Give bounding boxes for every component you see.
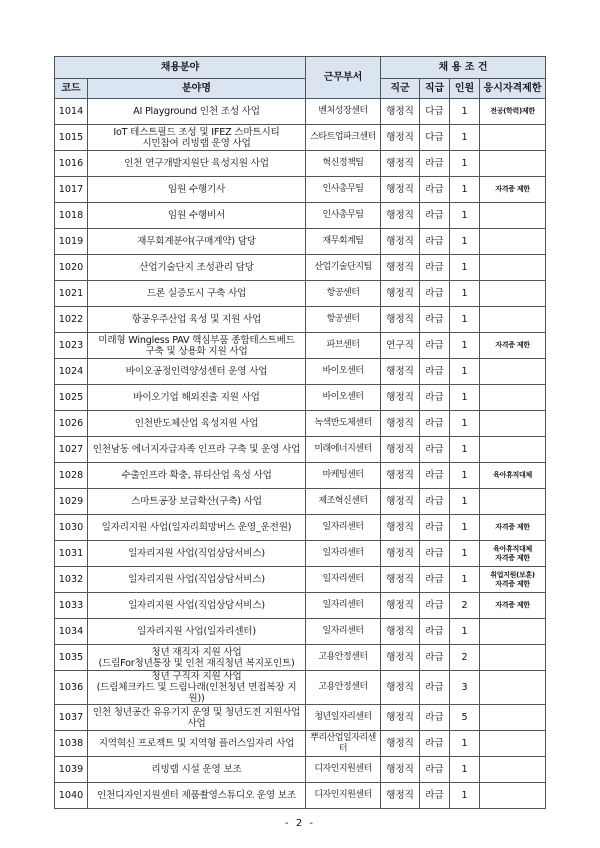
row-field-name [88, 203, 306, 229]
row-field-name [88, 515, 306, 541]
row-field-name [88, 281, 306, 307]
row-job-type: 행정직 [381, 757, 420, 783]
row-job-type: 행정직 [381, 255, 420, 281]
row-grade: 라급 [420, 307, 450, 333]
row-code: 1029 [55, 489, 88, 515]
field-name-line: 수출인프라 확충, 뷰티산업 육성 사업 [121, 470, 272, 481]
row-restriction [480, 411, 546, 437]
row-department: 뿌리산업일자리센터 [306, 731, 381, 757]
restriction-line: 자격증 제한 [495, 185, 530, 193]
field-name-line: (드림체크카드 및 드림나래(인천청년 면접복장 지원)) [96, 682, 297, 704]
table-row [55, 307, 546, 333]
row-job-type: 행정직 [381, 645, 420, 671]
field-name-line: 인천남동 에너지자급자족 인프라 구축 및 운영 사업 [92, 444, 301, 455]
field-name-line: (드림For청년통장 및 인천 재직청년 복지포인트) [98, 657, 295, 669]
row-field-name [88, 463, 306, 489]
row-grade: 라급 [420, 619, 450, 645]
row-department: 항공센터 [306, 307, 381, 333]
row-grade: 라급 [420, 281, 450, 307]
header-headcount: 인원 [450, 79, 480, 99]
row-department: 디자인지원센터 [306, 783, 381, 809]
row-grade: 라급 [420, 255, 450, 281]
row-field-name [88, 671, 306, 705]
field-name-line: 산업기술단지 조성관리 담당 [139, 262, 254, 273]
row-job-type: 행정직 [381, 567, 420, 593]
restriction-line: 육아휴직대체 [493, 471, 532, 479]
header-field-name: 분야명 [88, 79, 306, 99]
field-name-line: AI Playground 인천 조성 사업 [133, 106, 260, 117]
table-row [55, 255, 546, 281]
table-row [55, 645, 546, 671]
row-field-name [88, 619, 306, 645]
row-department: 녹색반도체센터 [306, 411, 381, 437]
row-job-type: 행정직 [381, 463, 420, 489]
row-headcount: 1 [450, 437, 480, 463]
field-name-line: 구축 및 상용화 지원 사업 [145, 345, 248, 357]
row-department: 혁신정책팀 [306, 151, 381, 177]
row-code: 1020 [55, 255, 88, 281]
row-headcount: 1 [450, 125, 480, 151]
field-name-line: 항공우주산업 육성 및 지원 사업 [131, 314, 262, 325]
recruitment-table [54, 56, 546, 809]
row-field-name [88, 255, 306, 281]
row-restriction [480, 359, 546, 385]
row-job-type: 행정직 [381, 593, 420, 619]
row-job-type: 행정직 [381, 281, 420, 307]
field-name-line: 일자리지원 사업(직업상담서비스) [128, 574, 265, 585]
row-department: 항공센터 [306, 281, 381, 307]
row-code: 1022 [55, 307, 88, 333]
row-grade: 라급 [420, 783, 450, 809]
row-headcount: 1 [450, 255, 480, 281]
row-restriction [480, 281, 546, 307]
table-row [55, 515, 546, 541]
row-job-type: 행정직 [381, 125, 420, 151]
row-headcount: 1 [450, 757, 480, 783]
field-name-line: 청년 재직자 지원 사업 [151, 646, 242, 658]
row-grade: 라급 [420, 705, 450, 731]
row-department: 디자인지원센터 [306, 757, 381, 783]
table-row [55, 411, 546, 437]
row-field-name [88, 783, 306, 809]
row-department: 일자리센터 [306, 567, 381, 593]
row-restriction [480, 541, 546, 567]
table-row [55, 541, 546, 567]
row-department: 고용안정센터 [306, 671, 381, 705]
row-headcount: 1 [450, 489, 480, 515]
row-restriction [480, 255, 546, 281]
row-restriction [480, 385, 546, 411]
row-code: 1017 [55, 177, 88, 203]
row-department: 스타트업파크센터 [306, 125, 381, 151]
table-row [55, 229, 546, 255]
row-code: 1037 [55, 705, 88, 731]
field-name-line: 재무회계분야(구매계약) 담당 [137, 236, 256, 247]
row-grade: 라급 [420, 541, 450, 567]
row-job-type: 행정직 [381, 385, 420, 411]
row-headcount: 1 [450, 515, 480, 541]
page-number: - 2 - [285, 818, 315, 829]
row-headcount: 1 [450, 333, 480, 359]
field-name-line: 바이오공정인력양성센터 운영 사업 [125, 366, 268, 377]
row-code: 1025 [55, 385, 88, 411]
row-department: 산업기술단지팀 [306, 255, 381, 281]
field-name-line: 일자리지원 사업(일자리센터) [137, 626, 256, 637]
row-code: 1019 [55, 229, 88, 255]
row-job-type: 행정직 [381, 705, 420, 731]
row-job-type: 행정직 [381, 671, 420, 705]
header-grade: 직급 [420, 79, 450, 99]
row-job-type: 행정직 [381, 489, 420, 515]
table-row [55, 203, 546, 229]
row-field-name [88, 567, 306, 593]
row-job-type: 행정직 [381, 411, 420, 437]
field-name-line: 일자리지원 사업(일자리희망버스 운영_운전원) [101, 522, 292, 533]
row-grade: 라급 [420, 731, 450, 757]
field-name-line: 바이오기업 해외진출 지원 사업 [133, 392, 260, 403]
row-restriction [480, 645, 546, 671]
header-conditions-group: 채 용 조 건 [381, 57, 546, 79]
row-restriction [480, 671, 546, 705]
row-restriction [480, 593, 546, 619]
row-code: 1015 [55, 125, 88, 151]
row-headcount: 1 [450, 177, 480, 203]
field-name-line: 청년 구직자 지원 사업 [151, 671, 242, 682]
row-headcount: 1 [450, 385, 480, 411]
row-job-type: 행정직 [381, 151, 420, 177]
row-department: 미래에너지센터 [306, 437, 381, 463]
row-headcount: 1 [450, 359, 480, 385]
row-code: 1033 [55, 593, 88, 619]
row-field-name [88, 333, 306, 359]
table-row [55, 437, 546, 463]
row-restriction [480, 151, 546, 177]
row-code: 1026 [55, 411, 88, 437]
row-field-name [88, 359, 306, 385]
row-restriction [480, 489, 546, 515]
field-name-line: 일자리지원 사업(직업상담서비스) [128, 548, 265, 559]
row-field-name [88, 593, 306, 619]
field-name-line: 인천디자인지원센터 제품촬영스튜디오 운영 보조 [97, 790, 296, 801]
row-restriction [480, 757, 546, 783]
row-job-type: 행정직 [381, 359, 420, 385]
row-restriction [480, 619, 546, 645]
table-row [55, 783, 546, 809]
row-department: 바이오센터 [306, 359, 381, 385]
field-name-line: IoT 테스트필드 조성 및 IFEZ 스마트시티 [113, 126, 280, 138]
row-job-type: 행정직 [381, 203, 420, 229]
row-headcount: 1 [450, 567, 480, 593]
row-job-type: 행정직 [381, 619, 420, 645]
row-headcount: 1 [450, 307, 480, 333]
row-headcount: 1 [450, 731, 480, 757]
header-field-group: 채용분야 [55, 57, 306, 79]
field-name-line: 임원 수행기사 [167, 184, 226, 195]
row-restriction [480, 229, 546, 255]
row-headcount: 1 [450, 463, 480, 489]
row-department: 일자리센터 [306, 619, 381, 645]
row-code: 1024 [55, 359, 88, 385]
row-grade: 라급 [420, 757, 450, 783]
row-field-name [88, 757, 306, 783]
table-row [55, 619, 546, 645]
row-grade: 라급 [420, 463, 450, 489]
row-restriction [480, 333, 546, 359]
table-row [55, 705, 546, 731]
restriction-line: 자격증 제한 [495, 341, 530, 349]
row-headcount: 1 [450, 151, 480, 177]
row-grade: 다급 [420, 125, 450, 151]
row-job-type: 행정직 [381, 515, 420, 541]
table-body [55, 99, 546, 809]
row-grade: 다급 [420, 99, 450, 125]
row-code: 1014 [55, 99, 88, 125]
row-restriction [480, 567, 546, 593]
restriction-line: 자격증 제한 [495, 523, 530, 531]
row-job-type: 행정직 [381, 99, 420, 125]
restriction-line: 자격증 제한 [495, 601, 530, 609]
field-name-line: 인천 청년공간 유유기지 운영 및 청년도전 지원사업 사업 [92, 706, 301, 729]
row-code: 1018 [55, 203, 88, 229]
table-row [55, 125, 546, 151]
row-grade: 라급 [420, 411, 450, 437]
row-restriction [480, 99, 546, 125]
header-code: 코드 [55, 79, 88, 99]
field-name-line: 일자리지원 사업(직업상담서비스) [128, 600, 265, 611]
table-row [55, 489, 546, 515]
table-row [55, 463, 546, 489]
field-name-line: 스마트공장 보급확산(구축) 사업 [131, 496, 262, 507]
restriction-line: 육아휴직대체 [493, 544, 532, 553]
row-job-type: 행정직 [381, 177, 420, 203]
row-headcount: 5 [450, 705, 480, 731]
row-code: 1034 [55, 619, 88, 645]
row-grade: 라급 [420, 567, 450, 593]
row-department: 인사총무팀 [306, 177, 381, 203]
row-headcount: 1 [450, 411, 480, 437]
field-name-line: 리빙랩 시설 운영 보조 [151, 764, 242, 775]
row-grade: 라급 [420, 437, 450, 463]
row-restriction [480, 515, 546, 541]
header-job-type: 직군 [381, 79, 420, 99]
row-job-type: 행정직 [381, 437, 420, 463]
row-headcount: 2 [450, 593, 480, 619]
row-field-name [88, 99, 306, 125]
row-code: 1031 [55, 541, 88, 567]
table-row [55, 359, 546, 385]
row-headcount: 1 [450, 783, 480, 809]
row-job-type: 행정직 [381, 307, 420, 333]
row-grade: 라급 [420, 593, 450, 619]
row-field-name [88, 541, 306, 567]
row-grade: 라급 [420, 203, 450, 229]
row-department: 청년일자리센터 [306, 705, 381, 731]
row-code: 1028 [55, 463, 88, 489]
table-row [55, 385, 546, 411]
row-job-type: 행정직 [381, 229, 420, 255]
header-dept: 근무부서 [306, 57, 381, 99]
field-name-line: 시민참여 리빙랩 운영 사업 [142, 137, 251, 149]
row-code: 1032 [55, 567, 88, 593]
row-job-type: 행정직 [381, 541, 420, 567]
field-name-line: 지역혁신 프로젝트 및 지역형 플러스일자리 사업 [98, 738, 295, 749]
row-department: 제조혁신센터 [306, 489, 381, 515]
restriction-line: 전공(학력)제한 [490, 107, 535, 115]
table-row [55, 177, 546, 203]
row-department: 인사총무팀 [306, 203, 381, 229]
row-grade: 라급 [420, 177, 450, 203]
table-row [55, 567, 546, 593]
row-grade: 라급 [420, 229, 450, 255]
row-restriction [480, 783, 546, 809]
header-restriction: 응시자격제한 [480, 79, 546, 99]
row-code: 1038 [55, 731, 88, 757]
row-code: 1016 [55, 151, 88, 177]
restriction-line: 취업지원(보훈) [490, 570, 535, 579]
row-department: 고용안정센터 [306, 645, 381, 671]
row-code: 1030 [55, 515, 88, 541]
table-row [55, 281, 546, 307]
row-restriction [480, 705, 546, 731]
field-name-line: 인천 연구개발지원단 육성지원 사업 [124, 158, 269, 169]
row-restriction [480, 437, 546, 463]
row-department: 벤처성장센터 [306, 99, 381, 125]
row-grade: 라급 [420, 359, 450, 385]
row-field-name [88, 229, 306, 255]
row-restriction [480, 203, 546, 229]
row-field-name [88, 645, 306, 671]
row-field-name [88, 125, 306, 151]
row-grade: 라급 [420, 515, 450, 541]
row-field-name [88, 177, 306, 203]
row-headcount: 2 [450, 645, 480, 671]
field-name-line: 임원 수행비서 [167, 210, 226, 221]
row-headcount: 1 [450, 281, 480, 307]
row-field-name [88, 307, 306, 333]
row-headcount: 3 [450, 671, 480, 705]
row-restriction [480, 731, 546, 757]
row-headcount: 1 [450, 229, 480, 255]
row-department: 파브센터 [306, 333, 381, 359]
row-restriction [480, 463, 546, 489]
row-code: 1023 [55, 333, 88, 359]
row-grade: 라급 [420, 151, 450, 177]
row-grade: 라급 [420, 333, 450, 359]
row-code: 1021 [55, 281, 88, 307]
row-department: 바이오센터 [306, 385, 381, 411]
row-field-name [88, 385, 306, 411]
table-row [55, 151, 546, 177]
row-department: 마케팅센터 [306, 463, 381, 489]
restriction-line: 자격증 제한 [495, 579, 530, 588]
row-job-type: 행정직 [381, 783, 420, 809]
row-field-name [88, 705, 306, 731]
row-headcount: 1 [450, 99, 480, 125]
row-field-name [88, 151, 306, 177]
row-field-name [88, 489, 306, 515]
row-grade: 라급 [420, 489, 450, 515]
field-name-line: 인천반도체산업 육성지원 사업 [134, 418, 259, 429]
row-job-type: 행정직 [381, 731, 420, 757]
row-field-name [88, 437, 306, 463]
row-field-name [88, 411, 306, 437]
row-grade: 라급 [420, 645, 450, 671]
row-department: 재무회계팀 [306, 229, 381, 255]
row-code: 1027 [55, 437, 88, 463]
row-code: 1040 [55, 783, 88, 809]
row-grade: 라급 [420, 385, 450, 411]
row-headcount: 1 [450, 203, 480, 229]
row-department: 일자리센터 [306, 541, 381, 567]
row-field-name [88, 731, 306, 757]
row-headcount: 1 [450, 541, 480, 567]
restriction-line: 자격증 제한 [495, 553, 530, 562]
table-row [55, 593, 546, 619]
row-restriction [480, 125, 546, 151]
row-restriction [480, 177, 546, 203]
row-code: 1039 [55, 757, 88, 783]
row-grade: 라급 [420, 671, 450, 705]
row-department: 일자리센터 [306, 515, 381, 541]
row-department: 일자리센터 [306, 593, 381, 619]
row-headcount: 1 [450, 619, 480, 645]
row-restriction [480, 307, 546, 333]
table-row [55, 671, 546, 705]
table-row [55, 99, 546, 125]
table-row [55, 731, 546, 757]
field-name-line: 드론 실증도시 구축 사업 [146, 288, 247, 299]
table-row [55, 333, 546, 359]
table-row [55, 757, 546, 783]
row-job-type: 연구직 [381, 333, 420, 359]
row-code: 1036 [55, 671, 88, 705]
field-name-line: 미래형 Wingless PAV 핵심부품 종합테스트베드 [98, 334, 295, 346]
row-code: 1035 [55, 645, 88, 671]
